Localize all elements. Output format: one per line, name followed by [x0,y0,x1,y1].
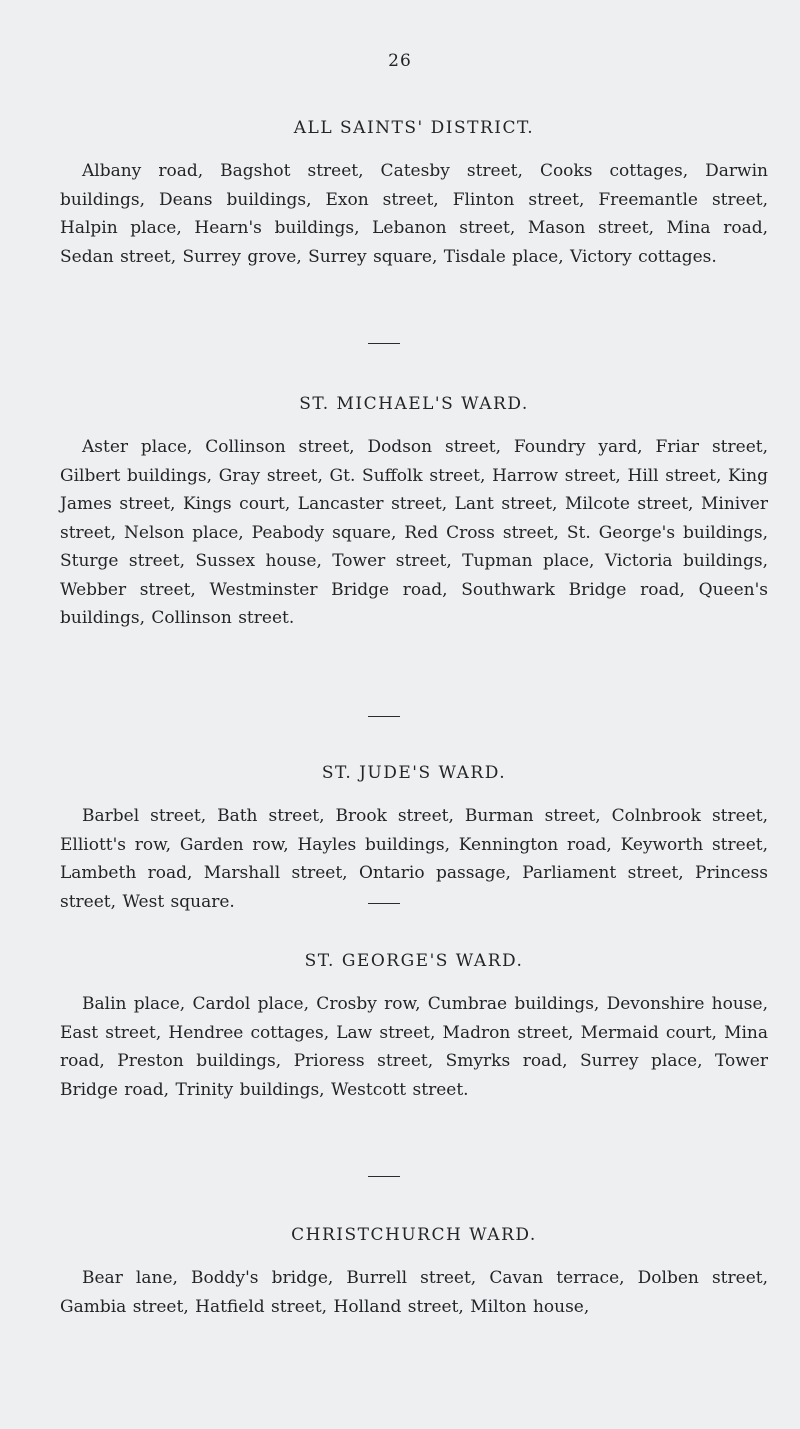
section-body: Barbel street, Bath street, Brook street, Burman street, Colnbrook street, Elliott's row, Garden row, Hayles buildings, Kennington road, Keyworth street, Lambeth road, Marshall street, Ontario passage, Parliament street, Princess street, West square. [60,806,768,912]
section-all-saints-district [60,118,768,271]
section-st-georges-ward [60,951,768,1104]
section-divider [368,716,400,717]
section-heading: CHRISTCHURCH WARD. [291,1225,537,1245]
section-heading: ALL SAINTS' DISTRICT. [293,118,535,138]
section-st-michaels-ward [60,394,768,633]
section-divider [368,343,400,344]
section-heading: ST. JUDE'S WARD. [321,763,507,783]
section-christchurch-ward [60,1225,768,1321]
section-heading: ST. MICHAEL'S WARD. [299,394,529,414]
section-heading: ST. GEORGE'S WARD. [304,951,524,971]
section-body: Balin place, Cardol place, Crosby row, Cumbrae buildings, Devonshire house, East street, Hendree cottages, Law street, Madron street, Mermaid court, Mina road, Preston buildings, Prioress street, Smyrks road, Surrey place, Tower Bridge road, Trinity buildings, Westcott street. [60,994,768,1100]
section-divider [368,1176,400,1177]
section-body: Bear lane, Boddy's bridge, Burrell street, Cavan terrace, Dolben street, Gambia street, Hatfield street, Holland street, Milton house, [60,1268,768,1317]
page-number: 26 [388,51,412,71]
section-divider [368,903,400,904]
section-st-judes-ward [60,763,768,916]
section-body: Aster place, Collinson street, Dodson street, Foundry yard, Friar street, Gilbert buildings, Gray street, Gt. Suffolk street, Harrow street, Hill street, King James street, Kings court, Lancaster street, Lant street, Milcote street, Miniver street, Nelson place, Peabody square, Red Cross street, St. George's buildings, Sturge street, Sussex house, Tower street, Tupman place, Victoria buildings, Webber street, Westminster Bridge road, Southwark Bridge road, Queen's buildings, Collinson street. [60,437,768,628]
section-body: Albany road, Bagshot street, Catesby street, Cooks cottages, Darwin buildings, Deans buildings, Exon street, Flinton street, Freemantle street, Halpin place, Hearn's buildings, Lebanon street, Mason street, Mina road, Sedan street, Surrey grove, Surrey square, Tisdale place, Victory cottages. [60,161,768,267]
